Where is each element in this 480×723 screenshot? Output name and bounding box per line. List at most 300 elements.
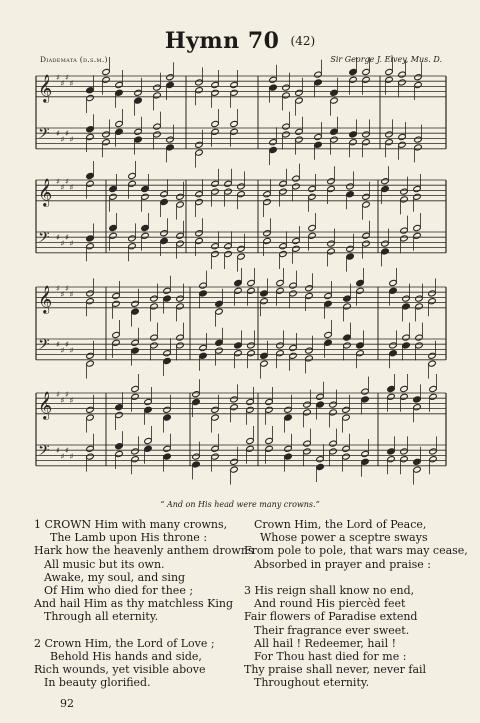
note-head-icon bbox=[389, 287, 397, 294]
note-head-icon bbox=[128, 172, 136, 179]
note-head-icon bbox=[192, 453, 200, 460]
note-head-icon bbox=[211, 120, 219, 127]
sharp-sign-icon: ♯ bbox=[56, 284, 60, 293]
note-head-icon bbox=[230, 128, 238, 135]
note-head-icon bbox=[428, 290, 436, 297]
verse-line: All hail ! Redeemer, hail ! bbox=[254, 636, 397, 650]
note-head-icon bbox=[400, 393, 408, 400]
note-head-icon bbox=[402, 303, 410, 310]
note-head-icon bbox=[279, 250, 287, 257]
note-head-icon bbox=[86, 235, 94, 242]
note-head-icon bbox=[428, 352, 436, 359]
note-head-icon bbox=[402, 342, 410, 349]
verse-line: The Lamb upon His throne : bbox=[50, 531, 208, 545]
treble-clef-icon: 𝄞 bbox=[38, 74, 53, 102]
note-head-icon bbox=[86, 352, 94, 359]
note-head-icon bbox=[134, 89, 142, 96]
note-head-icon bbox=[303, 440, 311, 447]
note-head-icon bbox=[362, 232, 370, 239]
tune-name: Diademata (d.s.m.) bbox=[40, 55, 108, 64]
sharp-sign-icon: ♯ bbox=[60, 79, 65, 88]
note-head-icon bbox=[276, 350, 284, 357]
note-head-icon bbox=[230, 396, 238, 403]
note-head-icon bbox=[263, 198, 271, 205]
note-head-icon bbox=[176, 334, 184, 341]
verses-left-column bbox=[34, 518, 254, 690]
note-head-icon bbox=[163, 287, 171, 294]
note-head-icon bbox=[400, 227, 408, 234]
note-head-icon bbox=[260, 298, 268, 305]
sharp-sign-icon: ♯ bbox=[56, 177, 60, 186]
note-head-icon bbox=[247, 279, 255, 286]
note-head-icon bbox=[349, 131, 357, 138]
verse-number: 1 bbox=[34, 518, 41, 531]
note-head-icon bbox=[112, 292, 120, 299]
note-head-icon bbox=[356, 279, 364, 286]
note-head-icon bbox=[385, 68, 393, 75]
note-head-icon bbox=[327, 178, 335, 185]
note-head-icon bbox=[316, 401, 324, 408]
verse-line: Awake, my soul, and sing bbox=[44, 570, 186, 584]
note-head-icon bbox=[176, 201, 184, 208]
note-head-icon bbox=[260, 352, 268, 359]
note-head-icon bbox=[211, 406, 219, 413]
note-head-icon bbox=[346, 183, 354, 190]
note-head-icon bbox=[211, 445, 219, 452]
note-head-icon bbox=[314, 133, 322, 140]
note-head-icon bbox=[109, 185, 117, 192]
note-head-icon bbox=[362, 201, 370, 208]
note-head-icon bbox=[413, 458, 421, 465]
note-head-icon bbox=[414, 74, 422, 81]
sharp-sign-icon: ♯ bbox=[65, 177, 69, 186]
note-head-icon bbox=[284, 453, 292, 460]
note-head-icon bbox=[234, 342, 242, 349]
note-head-icon bbox=[289, 290, 297, 297]
note-head-icon bbox=[153, 123, 161, 130]
note-head-icon bbox=[342, 445, 350, 452]
note-head-icon bbox=[308, 224, 316, 231]
note-head-icon bbox=[163, 414, 171, 421]
note-head-icon bbox=[150, 334, 158, 341]
note-head-icon bbox=[234, 287, 242, 294]
note-head-icon bbox=[314, 71, 322, 78]
note-head-icon bbox=[343, 342, 351, 349]
note-head-icon bbox=[265, 398, 273, 405]
note-head-icon bbox=[224, 180, 232, 187]
note-head-icon bbox=[361, 458, 369, 465]
verse-number: 3 bbox=[244, 583, 251, 597]
note-head-icon bbox=[292, 245, 300, 252]
note-head-icon bbox=[385, 131, 393, 138]
note-head-icon bbox=[276, 287, 284, 294]
verse-line: And hail Him as thy matchless King bbox=[34, 597, 234, 611]
note-head-icon bbox=[86, 243, 94, 250]
note-head-icon bbox=[86, 414, 94, 421]
note-head-icon bbox=[265, 445, 273, 452]
sharp-sign-icon: ♯ bbox=[69, 79, 74, 88]
note-head-icon bbox=[381, 185, 389, 192]
note-head-icon bbox=[387, 456, 395, 463]
sharp-sign-icon: ♯ bbox=[69, 346, 74, 355]
note-head-icon bbox=[324, 331, 332, 338]
verse-number: 2 bbox=[34, 636, 41, 650]
note-head-icon bbox=[211, 250, 219, 257]
note-head-icon bbox=[237, 191, 245, 198]
note-head-icon bbox=[230, 404, 238, 411]
note-head-icon bbox=[343, 303, 351, 310]
note-head-icon bbox=[230, 466, 238, 473]
note-head-icon bbox=[400, 196, 408, 203]
note-head-icon bbox=[153, 131, 161, 138]
note-head-icon bbox=[86, 94, 94, 101]
sharp-sign-icon: ♯ bbox=[65, 284, 69, 293]
note-head-icon bbox=[385, 139, 393, 146]
verses-right-column bbox=[244, 518, 468, 690]
note-head-icon bbox=[398, 71, 406, 78]
note-head-icon bbox=[415, 295, 423, 302]
sharp-sign-icon: ♯ bbox=[69, 452, 74, 461]
note-head-icon bbox=[269, 76, 277, 83]
note-head-icon bbox=[398, 79, 406, 86]
note-head-icon bbox=[166, 144, 174, 151]
note-head-icon bbox=[246, 437, 254, 444]
verse-line bbox=[244, 584, 456, 597]
sharp-sign-icon: ♯ bbox=[60, 183, 65, 192]
note-head-icon bbox=[389, 350, 397, 357]
sharp-sign-icon: ♯ bbox=[56, 129, 60, 138]
note-head-icon bbox=[303, 448, 311, 455]
note-head-icon bbox=[346, 191, 354, 198]
note-head-icon bbox=[192, 398, 200, 405]
verse-line: Their fragrance ever sweet. bbox=[254, 623, 410, 637]
note-head-icon bbox=[414, 136, 422, 143]
note-head-icon bbox=[211, 81, 219, 88]
note-head-icon bbox=[211, 180, 219, 187]
note-head-icon bbox=[86, 406, 94, 413]
note-head-icon bbox=[195, 79, 203, 86]
note-head-icon bbox=[163, 445, 171, 452]
note-head-icon bbox=[230, 89, 238, 96]
note-head-icon bbox=[303, 409, 311, 416]
note-head-icon bbox=[247, 350, 255, 357]
note-head-icon bbox=[230, 120, 238, 127]
note-head-icon bbox=[292, 175, 300, 182]
note-head-icon bbox=[413, 404, 421, 411]
sharp-sign-icon: ♯ bbox=[60, 239, 65, 248]
note-head-icon bbox=[215, 339, 223, 346]
note-head-icon bbox=[305, 285, 313, 292]
note-head-icon bbox=[361, 388, 369, 395]
note-head-icon bbox=[195, 230, 203, 237]
note-head-icon bbox=[247, 342, 255, 349]
note-head-icon bbox=[246, 406, 254, 413]
note-head-icon bbox=[141, 193, 149, 200]
hymn-title: Hymn 70 bbox=[164, 28, 280, 54]
note-head-icon bbox=[415, 303, 423, 310]
note-head-icon bbox=[86, 298, 94, 305]
note-head-icon bbox=[86, 133, 94, 140]
note-head-icon bbox=[211, 188, 219, 195]
note-head-icon bbox=[413, 224, 421, 231]
note-head-icon bbox=[141, 232, 149, 239]
note-head-icon bbox=[356, 287, 364, 294]
staff-systems bbox=[36, 57, 446, 485]
note-head-icon bbox=[362, 68, 370, 75]
note-head-icon bbox=[230, 81, 238, 88]
note-head-icon bbox=[428, 298, 436, 305]
sharp-sign-icon: ♯ bbox=[65, 73, 69, 82]
note-head-icon bbox=[329, 409, 337, 416]
sharp-sign-icon: ♯ bbox=[56, 233, 60, 242]
note-head-icon bbox=[192, 391, 200, 398]
note-head-icon bbox=[389, 279, 397, 286]
note-head-icon bbox=[211, 89, 219, 96]
note-head-icon bbox=[234, 279, 242, 286]
note-head-icon bbox=[131, 339, 139, 346]
note-head-icon bbox=[324, 292, 332, 299]
note-head-icon bbox=[115, 443, 123, 450]
note-head-icon bbox=[192, 461, 200, 468]
verse-text: Crown Him, the Lord of Love ; bbox=[44, 636, 215, 650]
note-head-icon bbox=[195, 87, 203, 94]
note-head-icon bbox=[361, 450, 369, 457]
note-head-icon bbox=[330, 128, 338, 135]
note-head-icon bbox=[276, 342, 284, 349]
note-head-icon bbox=[329, 448, 337, 455]
note-head-icon bbox=[429, 393, 437, 400]
bass-clef-icon: 𝄢 bbox=[38, 125, 50, 146]
note-head-icon bbox=[381, 240, 389, 247]
note-head-icon bbox=[86, 180, 94, 187]
note-head-icon bbox=[163, 357, 171, 364]
note-head-icon bbox=[387, 448, 395, 455]
note-head-icon bbox=[237, 183, 245, 190]
note-head-icon bbox=[199, 282, 207, 289]
note-head-icon bbox=[295, 128, 303, 135]
note-head-icon bbox=[160, 230, 168, 237]
note-head-icon bbox=[131, 308, 139, 315]
note-head-icon bbox=[284, 406, 292, 413]
note-head-icon bbox=[115, 128, 123, 135]
note-head-icon bbox=[327, 185, 335, 192]
verse-line bbox=[34, 518, 244, 531]
note-head-icon bbox=[176, 295, 184, 302]
note-head-icon bbox=[279, 188, 287, 195]
sharp-sign-icon: ♯ bbox=[56, 73, 60, 82]
note-head-icon bbox=[115, 120, 123, 127]
note-head-icon bbox=[330, 97, 338, 104]
note-head-icon bbox=[400, 448, 408, 455]
note-head-icon bbox=[289, 344, 297, 351]
note-head-icon bbox=[400, 188, 408, 195]
bass-clef-icon: 𝄢 bbox=[38, 229, 50, 250]
note-head-icon bbox=[86, 453, 94, 460]
note-head-icon bbox=[265, 406, 273, 413]
note-head-icon bbox=[263, 230, 271, 237]
sharp-sign-icon: ♯ bbox=[56, 390, 60, 399]
note-head-icon bbox=[413, 232, 421, 239]
note-head-icon bbox=[176, 303, 184, 310]
note-head-icon bbox=[195, 141, 203, 148]
note-head-icon bbox=[166, 74, 174, 81]
sharp-sign-icon: ♯ bbox=[69, 135, 74, 144]
note-head-icon bbox=[144, 445, 152, 452]
note-head-icon bbox=[131, 347, 139, 354]
note-head-icon bbox=[282, 84, 290, 91]
note-head-icon bbox=[224, 243, 232, 250]
note-head-icon bbox=[413, 185, 421, 192]
note-head-icon bbox=[153, 92, 161, 99]
note-head-icon bbox=[342, 453, 350, 460]
note-head-icon bbox=[327, 248, 335, 255]
note-head-icon bbox=[295, 89, 303, 96]
verse-line: Through all eternity. bbox=[44, 610, 159, 624]
sharp-sign-icon: ♯ bbox=[56, 340, 60, 349]
sharp-sign-icon: ♯ bbox=[65, 340, 69, 349]
note-head-icon bbox=[429, 385, 437, 392]
note-head-icon bbox=[362, 139, 370, 146]
note-head-icon bbox=[195, 237, 203, 244]
hymn-number: (42) bbox=[290, 34, 316, 48]
note-head-icon bbox=[131, 393, 139, 400]
note-head-icon bbox=[316, 456, 324, 463]
sharp-sign-icon: ♯ bbox=[60, 396, 65, 405]
verse-line: Fair flowers of Paradise extend bbox=[244, 610, 418, 624]
note-head-icon bbox=[86, 290, 94, 297]
note-head-icon bbox=[308, 185, 316, 192]
note-head-icon bbox=[263, 191, 271, 198]
sharp-sign-icon: ♯ bbox=[65, 129, 69, 138]
verse-text: His reign shall know no end, bbox=[254, 583, 415, 597]
scripture-caption: “ And on His head were many crowns.” bbox=[160, 500, 320, 509]
note-head-icon bbox=[385, 76, 393, 83]
note-head-icon bbox=[329, 440, 337, 447]
note-head-icon bbox=[176, 193, 184, 200]
note-head-icon bbox=[150, 303, 158, 310]
note-head-icon bbox=[141, 224, 149, 231]
note-head-icon bbox=[86, 126, 94, 133]
note-head-icon bbox=[247, 287, 255, 294]
sharp-sign-icon: ♯ bbox=[65, 446, 69, 455]
note-head-icon bbox=[349, 76, 357, 83]
sharp-sign-icon: ♯ bbox=[60, 346, 65, 355]
note-head-icon bbox=[269, 139, 277, 146]
note-head-icon bbox=[342, 406, 350, 413]
note-head-icon bbox=[269, 84, 277, 91]
note-head-icon bbox=[305, 347, 313, 354]
note-head-icon bbox=[282, 92, 290, 99]
note-head-icon bbox=[330, 89, 338, 96]
note-head-icon bbox=[109, 193, 117, 200]
note-head-icon bbox=[199, 352, 207, 359]
verse-line bbox=[34, 637, 244, 650]
note-head-icon bbox=[215, 300, 223, 307]
note-head-icon bbox=[428, 360, 436, 367]
note-head-icon bbox=[246, 398, 254, 405]
composer-name: Sir George J. Elvey, Mus. D. bbox=[330, 55, 442, 64]
verse-line: And round His piercèd feet bbox=[254, 597, 406, 611]
note-head-icon bbox=[289, 282, 297, 289]
note-head-icon bbox=[343, 334, 351, 341]
note-head-icon bbox=[276, 279, 284, 286]
verse-line: Hark how the heavenly anthem drowns bbox=[34, 544, 254, 558]
note-head-icon bbox=[324, 300, 332, 307]
note-head-icon bbox=[131, 300, 139, 307]
note-head-icon bbox=[295, 97, 303, 104]
sharp-sign-icon: ♯ bbox=[60, 290, 65, 299]
note-head-icon bbox=[195, 191, 203, 198]
note-head-icon bbox=[102, 76, 110, 83]
note-head-icon bbox=[102, 139, 110, 146]
note-head-icon bbox=[166, 81, 174, 88]
note-head-icon bbox=[163, 406, 171, 413]
treble-clef-icon: 𝄞 bbox=[38, 391, 53, 419]
note-head-icon bbox=[134, 97, 142, 104]
note-head-icon bbox=[176, 342, 184, 349]
note-head-icon bbox=[131, 456, 139, 463]
note-head-icon bbox=[153, 84, 161, 91]
note-head-icon bbox=[224, 250, 232, 257]
note-head-icon bbox=[400, 235, 408, 242]
note-head-icon bbox=[86, 445, 94, 452]
verse-line: All music but its own. bbox=[44, 557, 165, 571]
note-head-icon bbox=[131, 385, 139, 392]
note-head-icon bbox=[330, 136, 338, 143]
verse-text: CROWN Him with many crowns, bbox=[44, 518, 228, 531]
note-head-icon bbox=[128, 180, 136, 187]
note-head-icon bbox=[144, 437, 152, 444]
note-head-icon bbox=[199, 344, 207, 351]
note-head-icon bbox=[314, 79, 322, 86]
note-head-icon bbox=[414, 144, 422, 151]
note-head-icon bbox=[144, 398, 152, 405]
note-head-icon bbox=[237, 245, 245, 252]
note-head-icon bbox=[246, 445, 254, 452]
sharp-sign-icon: ♯ bbox=[69, 183, 74, 192]
note-head-icon bbox=[303, 401, 311, 408]
note-head-icon bbox=[131, 448, 139, 455]
note-head-icon bbox=[211, 414, 219, 421]
sharp-sign-icon: ♯ bbox=[65, 233, 69, 242]
verse-line: Behold His hands and side, bbox=[50, 649, 202, 663]
note-head-icon bbox=[329, 401, 337, 408]
note-head-icon bbox=[115, 411, 123, 418]
note-head-icon bbox=[349, 139, 357, 146]
note-head-icon bbox=[284, 414, 292, 421]
note-head-icon bbox=[413, 396, 421, 403]
note-head-icon bbox=[224, 188, 232, 195]
bass-clef-icon: 𝄢 bbox=[38, 442, 50, 463]
verse-line: Of Him who died for thee ; bbox=[44, 583, 194, 597]
note-head-icon bbox=[361, 396, 369, 403]
note-head-icon bbox=[387, 393, 395, 400]
note-head-icon bbox=[150, 295, 158, 302]
note-head-icon bbox=[263, 237, 271, 244]
note-head-icon bbox=[413, 193, 421, 200]
note-head-icon bbox=[211, 453, 219, 460]
note-head-icon bbox=[415, 334, 423, 341]
note-head-icon bbox=[381, 248, 389, 255]
verse-line: In beauty glorified. bbox=[44, 676, 151, 690]
note-head-icon bbox=[195, 198, 203, 205]
note-head-icon bbox=[400, 385, 408, 392]
note-head-icon bbox=[279, 180, 287, 187]
note-head-icon bbox=[346, 253, 354, 260]
note-head-icon bbox=[115, 89, 123, 96]
note-head-icon bbox=[115, 81, 123, 88]
note-head-icon bbox=[362, 240, 370, 247]
